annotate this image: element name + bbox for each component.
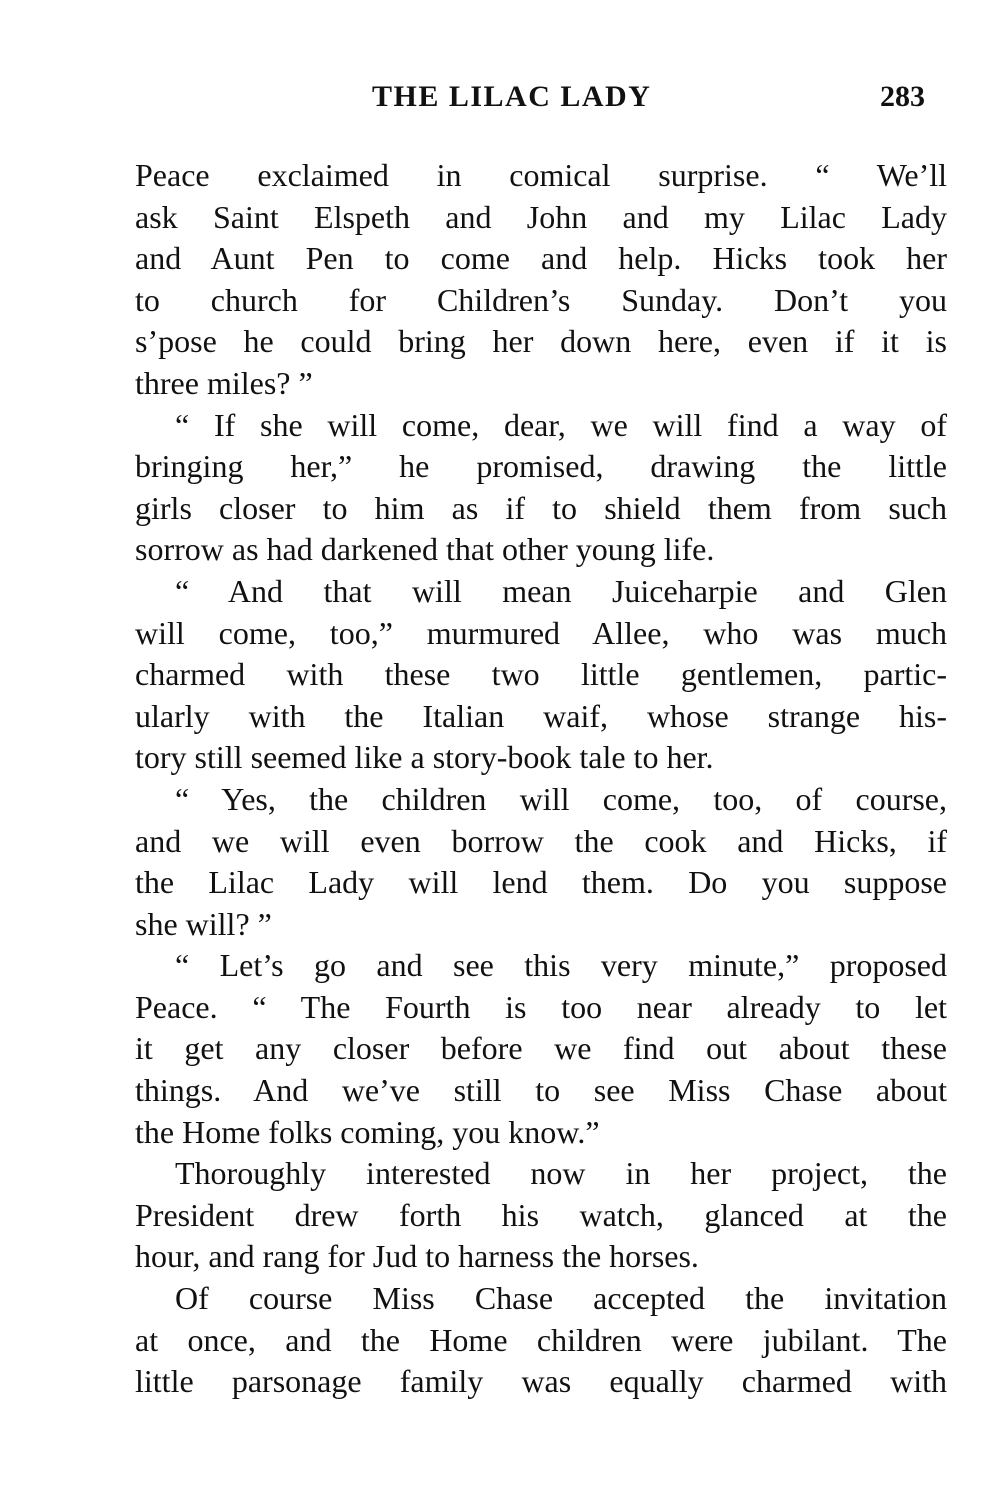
- text-line: “ Yes, the children will come, too, of course,: [175, 780, 947, 817]
- text-line: s’pose he could bring her down here, even if it is: [135, 323, 947, 360]
- text-line: President drew forth his watch, glanced at the: [135, 1196, 947, 1233]
- text-line: Thoroughly interested now in her project, the: [175, 1155, 947, 1192]
- text-line: the Home folks coming, you know.”: [135, 1113, 600, 1150]
- text-line: and we will even borrow the cook and Hicks, if: [135, 822, 947, 859]
- text-line: ask Saint Elspeth and John and my Lilac Lady: [135, 198, 947, 235]
- text-line: “ If she will come, dear, we will find a way of: [175, 406, 947, 443]
- page-number: 283: [880, 80, 925, 113]
- text-line: charmed with these two little gentlemen, partic-: [135, 656, 947, 693]
- text-line: Peace. “ The Fourth is too near already to let: [135, 988, 947, 1025]
- text-line: girls closer to him as if to shield them from such: [135, 489, 947, 526]
- running-title: THE LILAC LADY: [372, 80, 652, 113]
- body-text: [135, 155, 947, 1403]
- text-line: it get any closer before we find out about these: [135, 1030, 947, 1067]
- text-line: bringing her,” he promised, drawing the little: [135, 448, 947, 485]
- text-line: “ Let’s go and see this very minute,” proposed: [175, 947, 947, 984]
- text-line: and Aunt Pen to come and help. Hicks took her: [135, 240, 947, 277]
- text-line: at once, and the Home children were jubilant. The: [135, 1321, 947, 1358]
- text-line: three miles? ”: [135, 364, 313, 401]
- text-line: ularly with the Italian waif, whose strange his-: [135, 697, 947, 734]
- text-line: Of course Miss Chase accepted the invitation: [175, 1280, 947, 1317]
- text-line: “ And that will mean Juiceharpie and Glen: [175, 572, 947, 609]
- text-line: will come, too,” murmured Allee, who was much: [135, 614, 947, 651]
- text-line: things. And we’ve still to see Miss Chase about: [135, 1072, 947, 1109]
- text-line: the Lilac Lady will lend them. Do you suppose: [135, 864, 947, 901]
- text-line: tory still seemed like a story-book tale to her.: [135, 739, 714, 776]
- text-line: to church for Children’s Sunday. Don’t you: [135, 281, 947, 318]
- text-line: she will? ”: [135, 905, 272, 942]
- text-line: hour, and rang for Jud to harness the horses.: [135, 1238, 699, 1275]
- text-line: Peace exclaimed in comical surprise. “ We’ll: [135, 157, 947, 193]
- text-line: little parsonage family was equally charmed with: [135, 1363, 947, 1400]
- text-line: sorrow as had darkened that other young life.: [135, 531, 715, 568]
